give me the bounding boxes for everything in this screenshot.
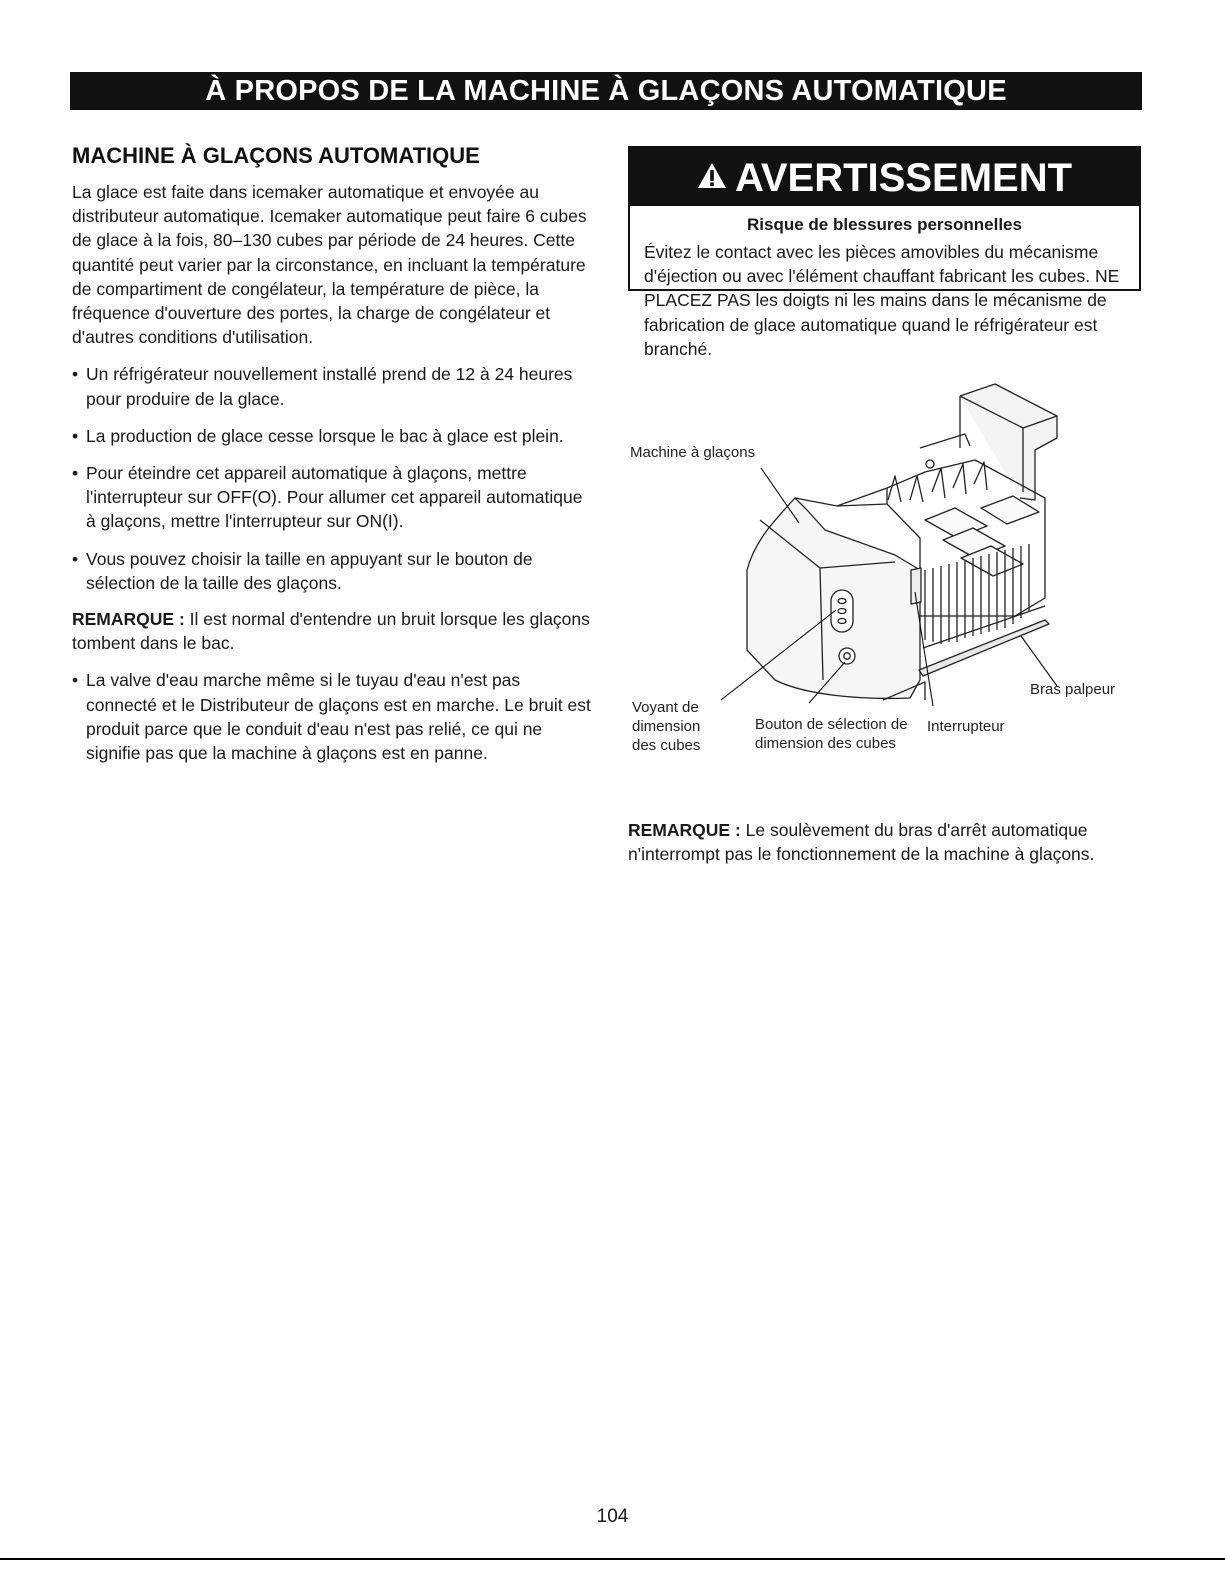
- note-paragraph: [72, 607, 592, 655]
- section-heading: MACHINE À GLAÇONS AUTOMATIQUE: [72, 143, 480, 168]
- warning-header: [630, 148, 1139, 206]
- page-banner: À PROPOS DE LA MACHINE À GLAÇONS AUTOMATIQUE: [70, 72, 1142, 110]
- ice-maker-figure: [625, 380, 1145, 790]
- warning-title: AVERTISSEMENT: [734, 156, 1073, 200]
- label-size-button: Bouton de sélection de dimension des cubes: [755, 716, 908, 752]
- bullet-list: [72, 362, 592, 595]
- label-bail-arm: Bras palpeur: [1030, 681, 1116, 698]
- list-item: • Vous pouvez choisir la taille en appuyant sur le bouton de sélection de la taille des glaçons.: [72, 548, 533, 593]
- label-size-indicator: Voyant de dimension des cubes: [632, 699, 701, 754]
- right-note-paragraph: [628, 818, 1128, 866]
- label-ice-maker: Machine à glaçons: [630, 444, 756, 461]
- warning-triangle-icon: [697, 146, 727, 206]
- note-label: REMARQUE :: [72, 609, 185, 630]
- list-item: • Un réfrigérateur nouvellement installé prend de 12 à 24 heures pour produire de la glace.: [72, 364, 573, 409]
- right-note-label: REMARQUE :: [628, 820, 741, 840]
- label-switch: Interrupteur: [927, 718, 1005, 735]
- page-number: 104: [596, 1506, 629, 1527]
- note-text: Il est normal d'entendre un bruit lorsque les glaçons tombent dans le bac.: [72, 609, 590, 654]
- list-item: • La production de glace cesse lorsque le bac à glace est plein.: [72, 425, 564, 446]
- warning-subtitle: Risque de blessures personnelles: [747, 215, 1022, 234]
- bullet-list-2: [72, 668, 592, 765]
- left-column: [72, 142, 592, 765]
- list-item: • Pour éteindre cet appareil automatique à glaçons, mettre l'interrupteur sur OFF(O). Pour allumer cet appareil automatique à glaçons, mettre l'interrupteur sur ON(I).: [72, 463, 583, 532]
- warning-text: Évitez le contact avec les pièces amovibles du mécanisme d'éjection ou avec l'élément chauffant fabricant les cubes. NE PLACEZ PAS les doigts ni les mains dans le mécanisme de fabrication de glace automatique quand le réfrigérateur est branché.: [644, 242, 1120, 359]
- bottom-divider: [0, 1558, 1225, 1560]
- list-item: • La valve d'eau marche même si le tuyau d'eau n'est pas connecté et le Distributeur de glaçons est en marche. Le bruit est produit parce que le conduit d'eau n'est pas relié, ce qui ne signifie pas que la machine à glaçons est en panne.: [72, 670, 591, 764]
- intro-paragraph: La glace est faite dans icemaker automatique et envoyée au distributeur automatique. Icemaker automatique peut faire 6 cubes de glace à la fois, 80–130 cubes par période de 24 heures. Cette quantité peut varier par la circonstance, en incluant la température de compartiment de congélateur, la température de pièce, la fréquence d'ouverture des portes, la charge de congélateur et d'autres conditions d'utilisation.: [72, 182, 587, 348]
- right-note-text: Le soulèvement du bras d'arrêt automatique n'interrompt pas le fonctionnement de la machine à glaçons.: [628, 820, 1095, 865]
- warning-box: [628, 146, 1141, 359]
